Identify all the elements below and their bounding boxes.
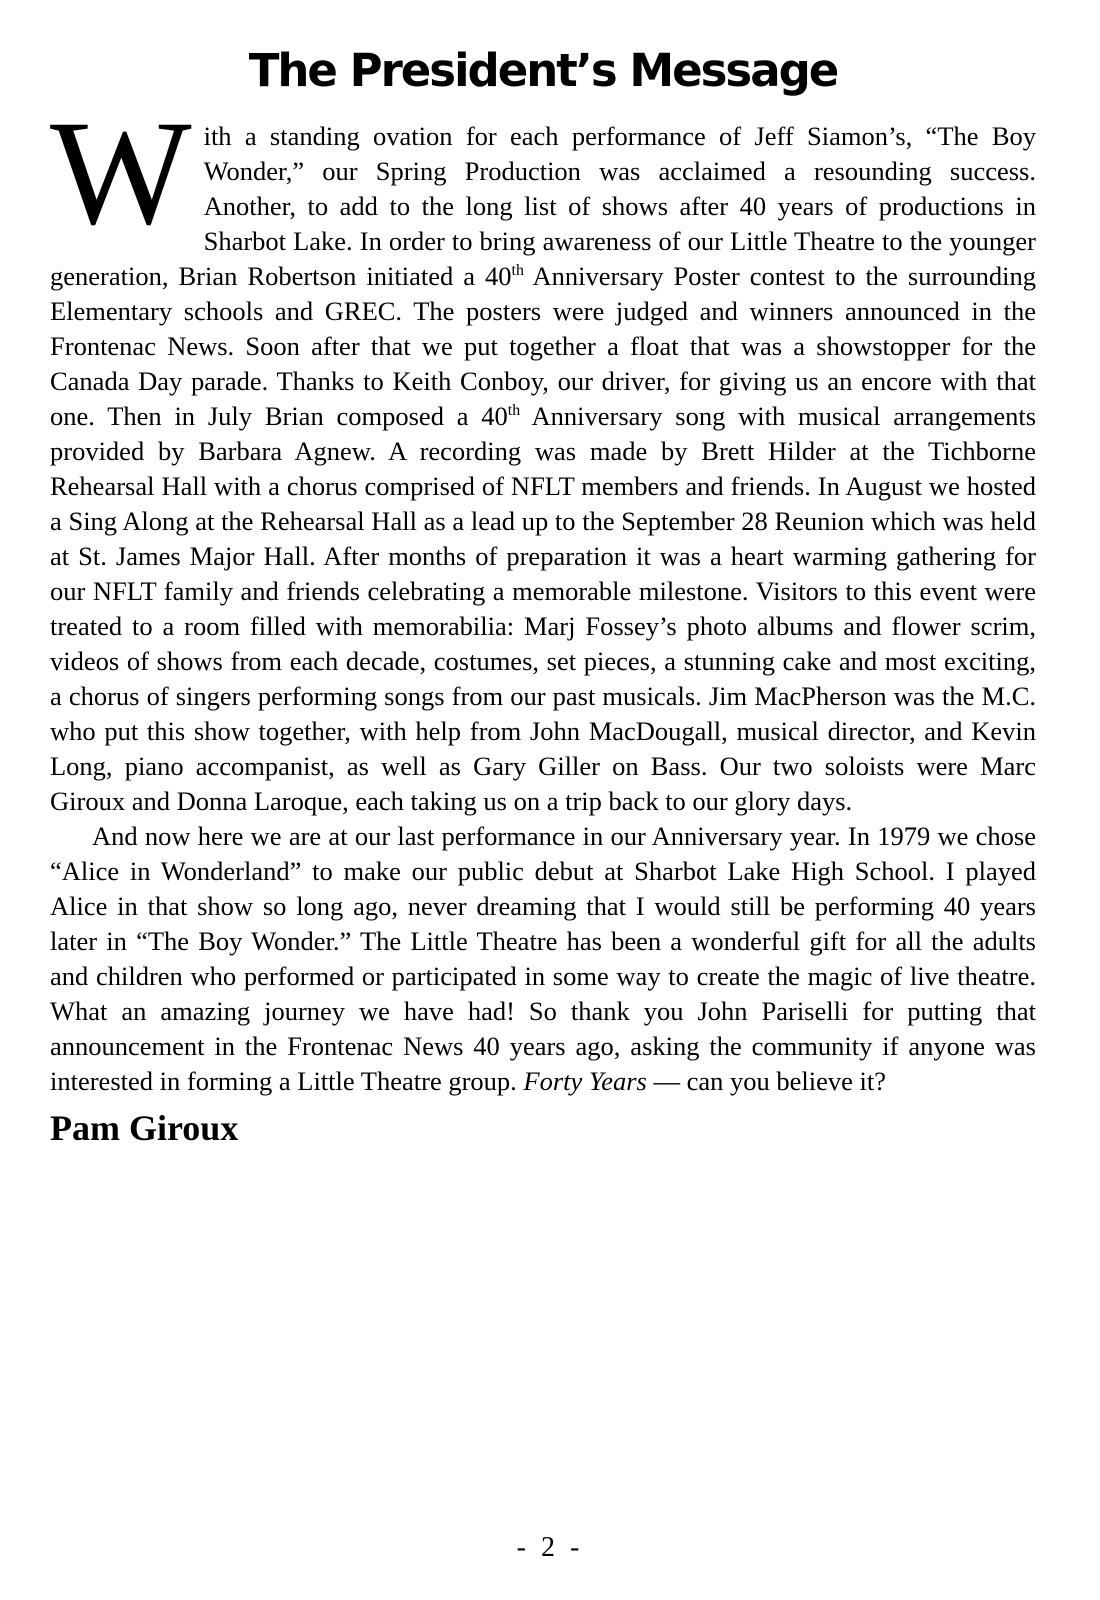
ordinal-suffix-th: th [507, 402, 521, 420]
paragraph-1-text-a: ith a standing ovation for each performance of Jeff Siamon’s, “The Boy Wonder,” our Spring Production was acclaimed a resounding success. Another, to add to the long list of shows after 40 years of productions in Sharbot Lake. In order to bring awareness of our Little Theatre to the younger generation, Brian Robertson initiated a 40 [50, 121, 1036, 291]
paragraph-2-text-b: — can you believe it? [646, 1066, 887, 1096]
page-title: The President’s Message [248, 44, 838, 97]
ordinal-suffix-th: th [511, 262, 524, 280]
signature-pam-giroux: Pam Giroux [50, 1108, 239, 1148]
paragraph-1-text-b: Anniversary Poster contest to the surrounding Elementary schools and GREC. The posters were judged and winners announced in the Frontenac News. Soon after that we put together a float that was a showstopper for the Canada Day parade. Thanks to Keith Conboy, our driver, for giving us an encore with that one. Then in July Brian composed a 40 [50, 261, 1036, 431]
presidents-message-paragraph-2 [50, 819, 1036, 1099]
paragraph-2-text-a: And now here we are at our last performance in our Anniversary year. In 1979 we chose “Alice in Wonderland” to make our public debut at Sharbot Lake High School. I played Alice in that show so long ago, never dreaming that I would still be performing 40 years later in “The Boy Wonder.” The Little Theatre has been a wonderful gift for all the adults and children who performed or participated in some way to create the magic of live theatre. What an amazing journey we have had! So thank you John Pariselli for putting that announcement in the Frontenac News 40 years ago, asking the community if anyone was interested in forming a Little Theatre group. [50, 821, 1036, 1096]
forty-years-italic: Forty Years [523, 1066, 647, 1096]
dropcap-letter-w: W [50, 90, 192, 256]
page-number: - 2 - [516, 1532, 584, 1563]
paragraph-1-text-c: Anniversary song with musical arrangements provided by Barbara Agnew. A recording was made by Brett Hilder at the Tichborne Rehearsal Hall with a chorus comprised of NFLT members and friends. In August we hosted a Sing Along at the Rehearsal Hall as a lead up to the September 28 Reunion which was held at St. James Major Hall. After months of preparation it was a heart warming gathering for our NFLT family and friends celebrating a memorable milestone. Visitors to this event were treated to a room filled with memorabilia: Marj Fossey’s photo albums and flower scrim, videos of shows from each decade, costumes, set pieces, a stunning cake and most exciting, a chorus of singers performing songs from our past musicals. Jim MacPherson was the M.C. who put this show together, with help from John MacDougall, musical director, and Kevin Long, piano accompanist, as well as Gary Giller on Bass. Our two soloists were Marc Giroux and Donna Laroque, each taking us on a trip back to our glory days. [50, 401, 1037, 816]
presidents-message-paragraph-1 [50, 90, 1037, 819]
